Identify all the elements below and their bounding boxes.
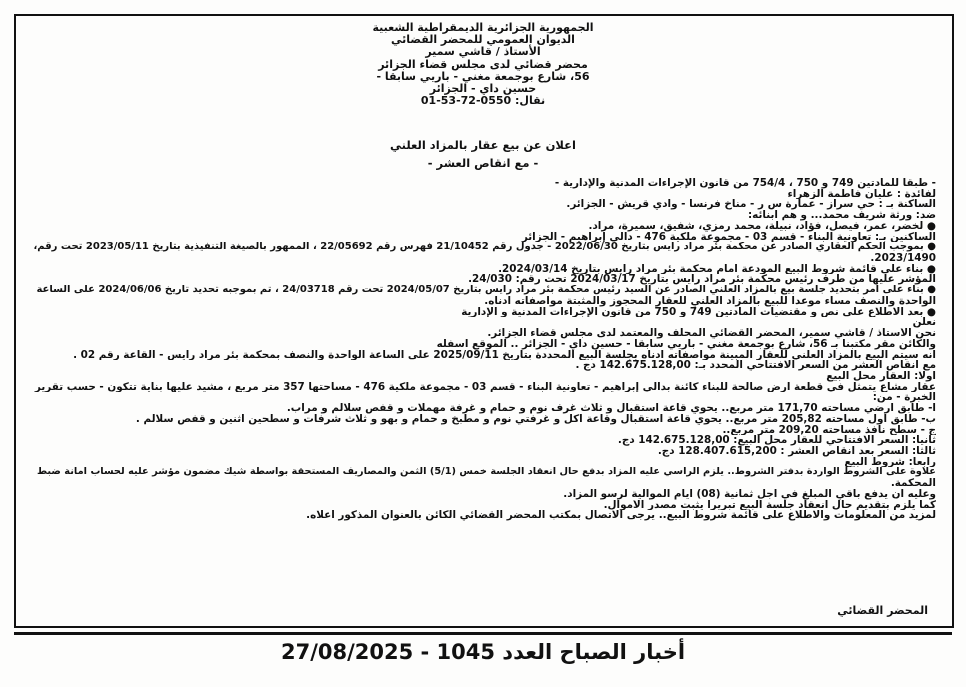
notice-line: نعلن	[912, 317, 936, 329]
notice-line: ثالثا: السعر بعد انقاص العشر : 128.407.615,200 دج.	[657, 445, 936, 457]
header-line-city: حسين داي - الجزائر	[429, 82, 537, 96]
notice-line: ● بناء على أمر بتحديد جلسة بيع بالمزاد العلني الصادر عن السيد رئيس محكمة بئر مراد رايس بتاريخ 2024/05/07 تحت رقم 24/03718 ، تم بموجبه تحديد تاريخ 2024/06/06 على الساعة	[36, 285, 936, 296]
notice-line: مع انقاص العشر من السعر الافتتاحي المحدد بـ: 142.675.128,00 دج .	[575, 360, 936, 371]
notice-title: اعلان عن بيع عقار بالمزاد العلني	[390, 138, 576, 152]
notice-line: والكائن مقر مكتبنا بـ 56، شارع بوجمعة مغني - باريي سابقا - حسين داي - الجزائر .. الموقع أسفله	[436, 338, 936, 350]
notice-line: وعليه أن يدفع باقي المبلغ في أجل ثمانية (08) أيام الموالية لرسو المزاد.	[563, 488, 936, 500]
bailiff-header	[0, 22, 966, 107]
notice-line: علاوة على الشروط الواردة بدفتر الشروط.. يلزم الراسي عليه المزاد بدفع حال انعقاد الجلسة خمس (5/1) الثمن والمصاريف المستحقة بواسطة شيك مضمون مؤشر عليه لحساب أمانة ضبط	[36, 467, 936, 478]
footer-divider	[14, 632, 952, 635]
header-line-court: محضر قضائي لدى مجلس قضاء الجزائر	[378, 57, 588, 71]
header-line-name: الأستاذ / قاشي سمير	[425, 45, 541, 59]
notice-line: - طبقا للمادتين 749 و 750 ، 754/4 من قانون الإجراءات المدنية والإدارية -	[554, 178, 936, 189]
signature: المحضر القضائي	[837, 604, 928, 617]
header-line-phone: نقال: 0550-72-53-01	[420, 94, 546, 108]
header-line-address: 56، شارع بوجمعة مغني - باريي سابقا -	[376, 69, 590, 83]
notice-subtitle: - مع انقاص العشر -	[427, 156, 539, 170]
newspaper-footer: أخبار الصباح العدد 1045 - 27/08/2025	[280, 640, 686, 664]
notice-line: المؤشر عليها من طرف رئيس محكمة بئر مراد رايس بتاريخ 2024/03/17 تحت رقم: 24/030.	[468, 274, 936, 286]
notice-line: أنه سيتم البيع بالمزاد العلني للعقار المبينة مواصفاته أدناه بجلسة البيع المحددة بتاريخ 2025/09/11 على الساعة الواحدة والنصف بمحكمة بئر مراد رايس - القاعة رقم 02 .	[73, 349, 936, 361]
notice-line: ثانيا: السعر الافتتاحي للعقار محل البيع: 142.675.128,00 دج.	[617, 435, 936, 446]
notice-line: 2023/1490.	[870, 253, 936, 264]
notice-line: لمزيد من المعلومات والاطلاع على قائمة شروط البيع.. يرجى الاتصال بمكتب المحضر القضائي الكائن بالعنوان المذكور اعلاه.	[306, 510, 936, 521]
notice-line: المحكمة.	[890, 478, 936, 489]
notice-line: ● بموجب الحكم العقاري الصادر عن محكمة بئر مراد رايس بتاريخ 2022/06/30 - جدول رقم 21/10452 فهرس رقم 22/05692 ، الممهور بالصيغة التنفيذية بتاريخ 2023/05/11 تحت رقم،	[33, 242, 936, 253]
notice-line: الخبرة - من:	[872, 392, 936, 404]
notice-line: رابعا: شروط البيع	[844, 456, 936, 468]
notice-line: ج - سطح نافذ مساحته 209,20 متر مربع..	[722, 424, 936, 436]
notice-line: الساكنة بـ : حي سراز - عمارة س ر - مناخ فرنسا - وادي قريش - الجزائر.	[566, 199, 936, 211]
notice-line: ● بعد الاطلاع على نص و مقتضيات المادتين 749 و 750 من قانون الإجراءات المدنية و الإدارية	[461, 306, 936, 318]
notice-line: ● بناء على قائمة شروط البيع المودعة أمام محكمة بئر مراد رايس بتاريخ 2024/03/14.	[498, 263, 936, 275]
notice-line: ب- طابق أول مساحته 205,82 متر مربع.. يحوي قاعة استقبال وقاعة أكل و غرفتي نوم و مطبخ و حمام و بهو و ثلاث شرفات و سطحين اثنين و قفص سلالم .	[135, 413, 936, 425]
notice-body	[30, 178, 936, 521]
header-line-republic: الجمهورية الجزائرية الديمقراطية الشعبية	[372, 21, 594, 34]
notice-line: ضد: ورثة شريف محمد... و هم أبنائه:	[747, 210, 936, 221]
notice-line: ● لخضر، عمر، فيصل، فؤاد، نبيلة، محمد رمزي، شفيق، سميرة، مراد.	[588, 220, 936, 232]
header-line-office: الديوان العمومي للمحضر القضائي	[391, 33, 575, 47]
notice-line: الواحدة والنصف مساء موعدا للبيع بالمزاد العلني للعقار المحجوز والمثبتة مواصفاته أدناه.	[484, 295, 936, 307]
notice-line: أولا: العقار محل البيع	[826, 370, 936, 382]
notice-line: أ- طابق أرضي مساحته 171,70 متر مربع.. يحوي قاعة استقبال و ثلاث غرف نوم و حمام و غرفة مهملات و قفص سلالم و مرآب.	[286, 403, 936, 414]
notice-line: كما يلزم بتقديم حال انعقاد جلسة البيع تبريرا يثبت مصدر الأموال.	[603, 499, 936, 511]
notice-line: لفائدة : عليان فاطمة الزهراء	[787, 188, 936, 200]
notice-titles	[0, 136, 966, 172]
notice-line: الساكنين بـ: تعاونية البناء - قسم 03 - مجموعة ملكية 476 - دالي إبراهيم - الجزائر	[521, 231, 936, 243]
notice-line: عقار مشاع يتمثل في قطعة أرض صالحة للبناء كائنة بدالي إبراهيم - تعاونية البناء - قسم 03 - مجموعة ملكية 476 - مساحتها 357 متر مربع ، مشيد عليها بناية تتكون - حسب تقرير	[34, 381, 936, 393]
notice-line: نحن الأستاذ / قاشي سمير، المحضر القضائي المحلف والمعتمد لدى مجلس قضاء الجزائر.	[487, 328, 936, 339]
